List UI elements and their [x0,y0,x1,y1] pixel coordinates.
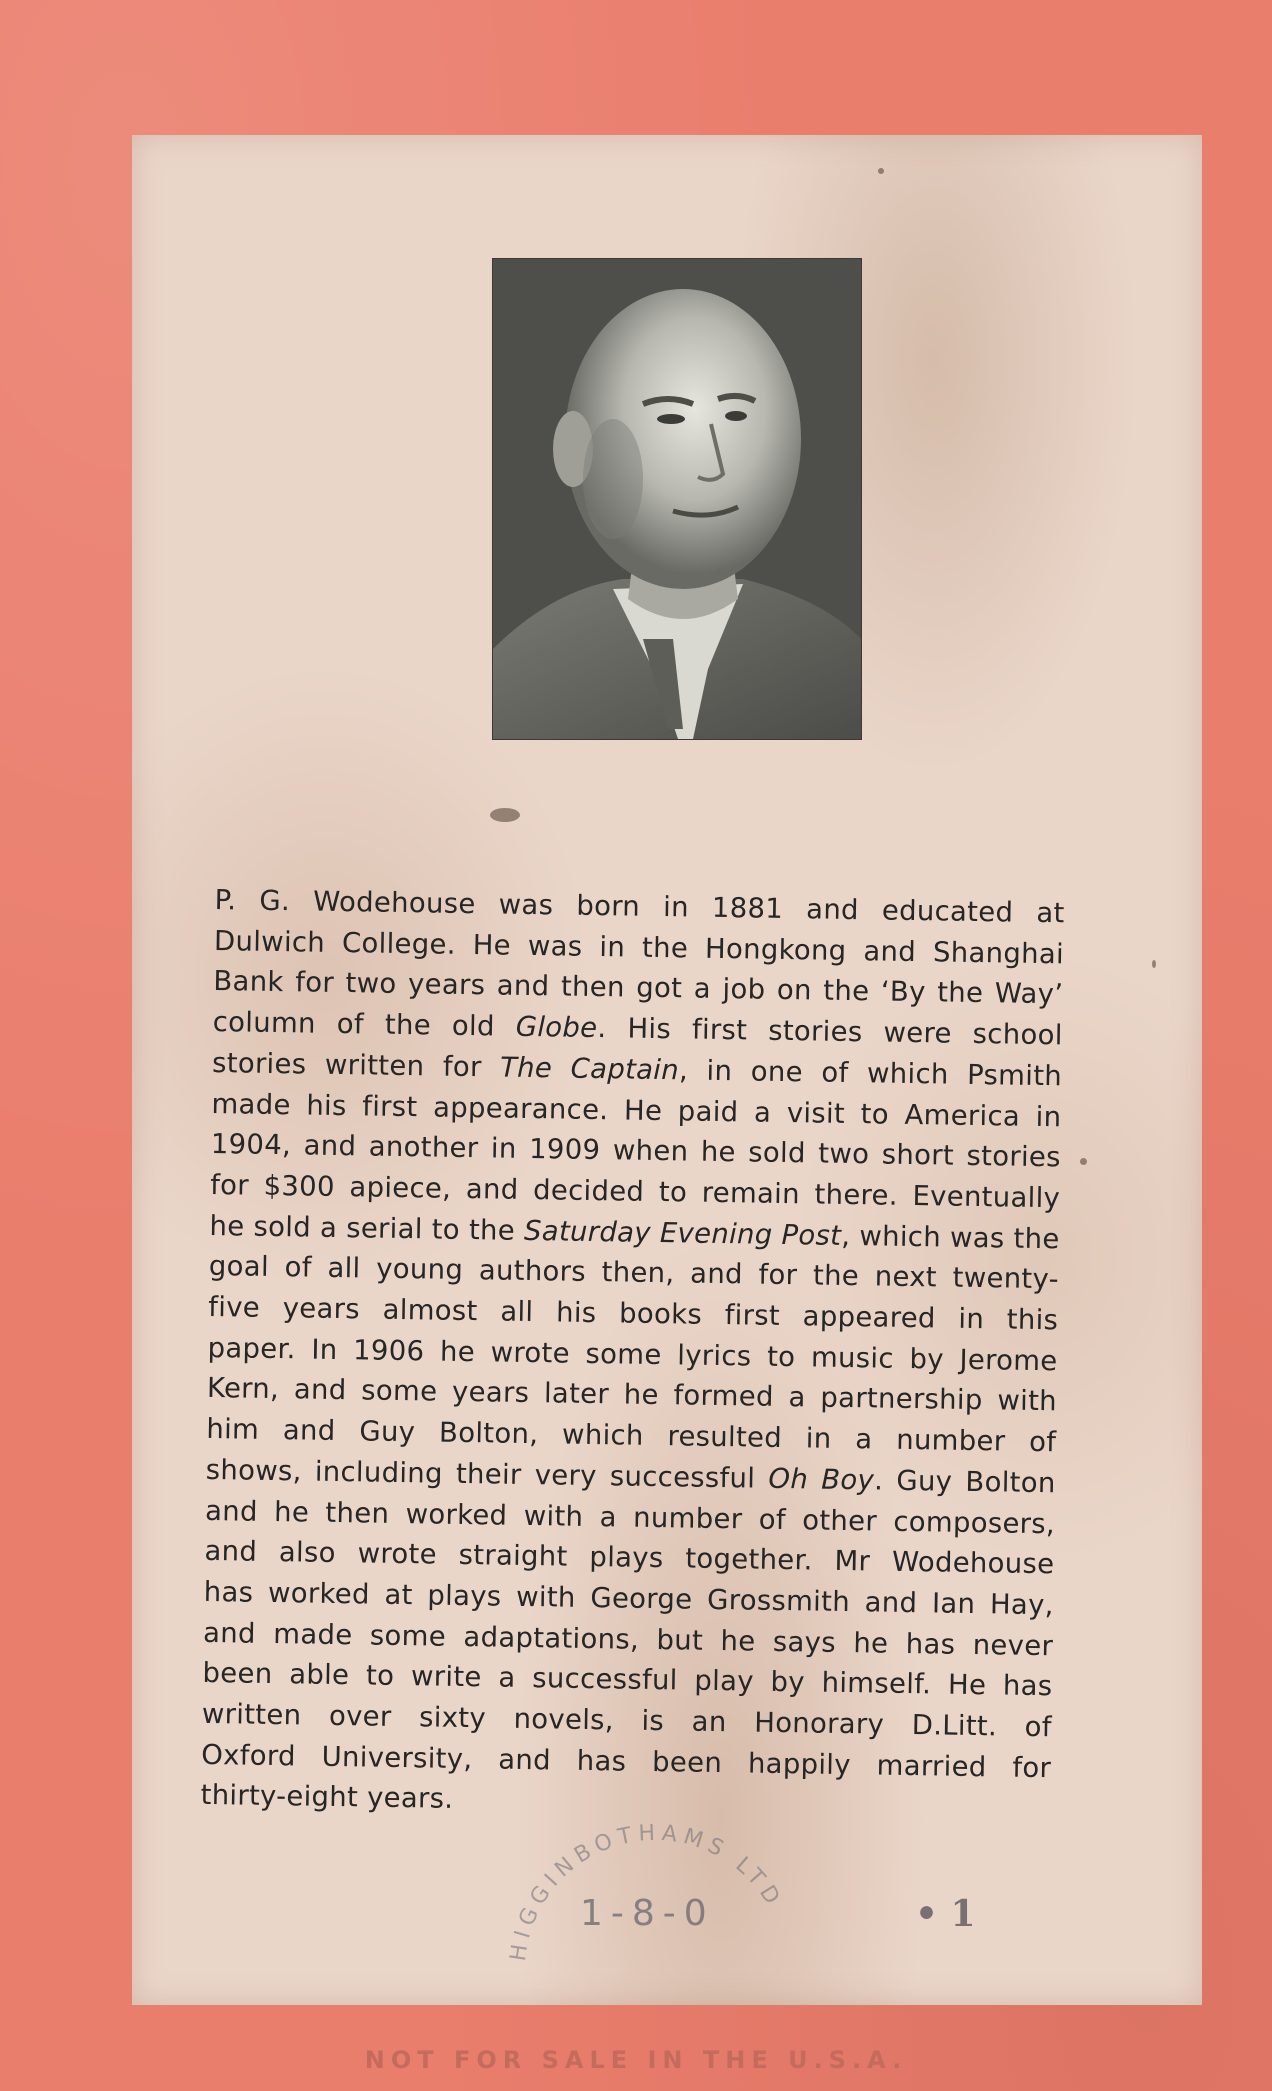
bio-line: been able to write a successful play by himself. He has [202,1657,1053,1703]
author-photo [492,258,862,740]
pencil-mark: • 1 [915,1893,976,1935]
footer-notice: NOT FOR SALE IN THE U.S.A. [364,2046,908,2074]
bio-line: written over sixty novels, is an Honorary D.Litt. of [201,1697,1053,1744]
bio-line: has worked at plays with George Grossmith and Ian Hay, [203,1575,1054,1622]
bio-line: for $300 apiece, and decided to remain there. Eventually [209,1168,1061,1215]
bio-title-post: Saturday Evening Post [523,1214,842,1252]
bio-text: he sold a serial to the [209,1209,525,1247]
bio-line: him and Guy Bolton, which resulted in a number of [206,1413,1057,1459]
bio-text: stories written for [211,1046,501,1084]
bio-text: , in one of which Psmith [678,1054,1063,1093]
bio-line: thirty-eight years. [200,1779,454,1816]
svg-text:HIGGINBOTHAMS LTD [506,1821,787,1963]
bio-line: and he then worked with a number of other composers, [204,1494,1056,1540]
bio-text: column of the old [212,1006,517,1043]
bio-line: goal of all young authors then, and for the next twenty- [208,1250,1060,1296]
bio-title-oh-boy: Oh Boy [768,1462,875,1497]
bio-line: five years almost all his books first appeared in this [208,1290,1059,1337]
price-stamp: 1-8-0 [580,1893,715,1934]
stamp-ring-text: HIGGINBOTHAMS LTD [505,1820,788,1963]
stain-mark [490,808,520,822]
bio-line: Bank for two years and then got a job on the ‘By the Way’ [213,965,1064,1011]
bio-line: Dulwich College. He was in the Hongkong and Shanghai [213,924,1065,971]
stain-mark [1152,960,1156,968]
stain-mark [878,168,884,174]
author-portrait-icon [493,259,861,739]
bio-line: Kern, and some years later he formed a partnership with [206,1372,1058,1418]
stain-mark [1080,1158,1087,1165]
author-biography [200,880,1065,1829]
bio-text: , which was the [841,1219,1060,1255]
bio-text: shows, including their very successful [205,1453,769,1495]
bio-line: made his first appearance. He paid a visit to America in [211,1087,1062,1133]
bio-line: P. G. Wodehouse was born in 1881 and educated at [214,883,1065,930]
bio-line: and also wrote straight plays together. Mr Wodehouse [204,1535,1055,1581]
bio-text: . Guy Bolton [873,1464,1056,1500]
bookseller-stamp [505,1810,805,1970]
bio-title-captain: The Captain [499,1051,680,1087]
bio-title-globe: Globe [515,1010,598,1045]
bio-line: and made some adaptations, but he says he has never [202,1616,1054,1662]
bio-line: 1904, and another in 1909 when he sold two short stories [210,1128,1061,1174]
bio-line: paper. In 1906 he wrote some lyrics to music by Jerome [207,1331,1058,1378]
bio-text: . His first stories were school [597,1012,1063,1052]
bio-line: Oxford University, and has been happily married for [201,1738,1052,1785]
